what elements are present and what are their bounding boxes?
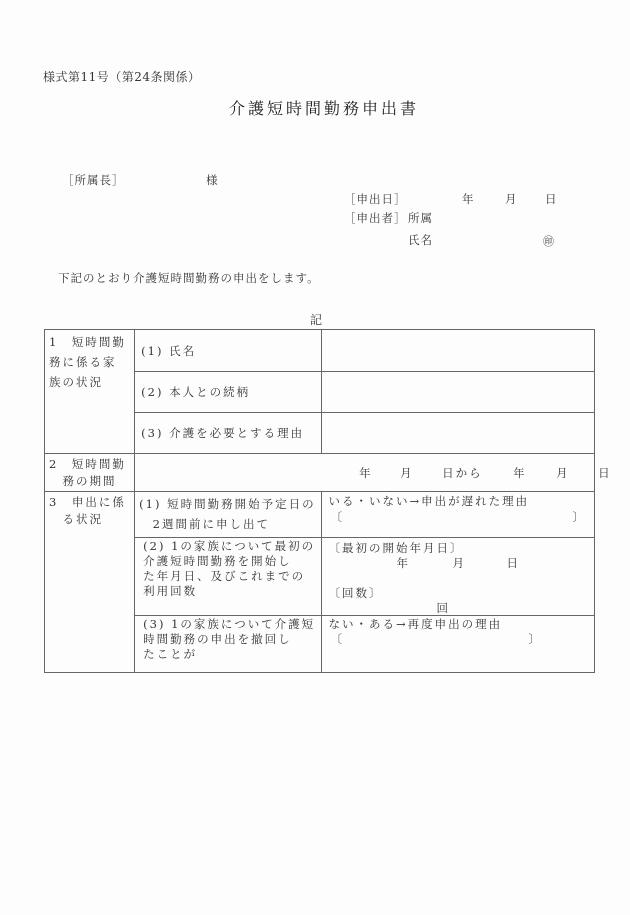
bracket-close: 〕	[572, 510, 586, 524]
ki-heading: 記	[310, 313, 323, 327]
label-line: 時間勤務の申出を撤回し	[143, 632, 292, 646]
withdrawal-label	[135, 616, 322, 673]
answer-choice[interactable]: いる・いない→申出が遅れた理由	[328, 494, 530, 508]
family-name-label	[135, 330, 322, 372]
period-year1: 年	[359, 466, 373, 480]
heading-line: る状況	[49, 512, 103, 526]
date-month: 月	[505, 192, 518, 206]
count-unit: 回	[436, 601, 450, 615]
heading-line: 族の状況	[49, 375, 103, 389]
row-label: (3) 介護を必要とする理由	[141, 426, 305, 440]
start-date-label: 〔最初の開始年月日〕	[328, 541, 464, 555]
label-line: (1) 短時間勤務開始予定日の	[139, 497, 316, 511]
date-label: ［申出日］	[344, 192, 407, 206]
section3-heading	[45, 492, 135, 673]
bracket-close: 〕	[528, 632, 542, 646]
care-reason-label	[135, 413, 322, 454]
label-line: (3) 1の家族について介護短	[143, 617, 316, 631]
heading-line: 務の期間	[49, 474, 117, 488]
first-use-label	[135, 538, 322, 616]
heading-line: 3 申出に係	[49, 495, 126, 509]
intro-text: 下記のとおり介護短時間勤務の申出をします。	[58, 271, 320, 285]
bracket-open: 〔	[330, 632, 344, 646]
heading-line: 2 短時間勤	[49, 457, 126, 471]
care-reason-field[interactable]	[322, 413, 595, 454]
period-day2: 日	[598, 466, 612, 480]
period-field[interactable]	[135, 454, 612, 492]
advance-notice-label	[135, 492, 322, 538]
date-day: 日	[545, 192, 558, 206]
start-year: 年	[396, 556, 410, 570]
row-label: (1) 氏名	[141, 343, 197, 358]
date-year: 年	[462, 192, 475, 206]
section2-heading	[45, 454, 135, 492]
name-label: 氏名	[408, 233, 433, 247]
heading-line: 1 短時間勤	[49, 335, 126, 349]
relationship-label	[135, 372, 322, 413]
row-label: (2) 本人との続柄	[141, 385, 251, 399]
period-month2: 月	[556, 466, 570, 480]
count-label: 〔回数〕	[328, 586, 383, 600]
first-use-field[interactable]	[322, 538, 595, 616]
bracket-open: 〔	[330, 510, 344, 524]
answer-choice[interactable]: ない・ある→再度申出の理由	[328, 617, 503, 631]
label-line: (2) 1の家族について最初の	[143, 539, 316, 553]
advance-notice-field[interactable]	[322, 492, 595, 538]
withdrawal-field[interactable]	[322, 616, 595, 673]
label-line: 介護短時間勤務を開始し	[143, 554, 292, 568]
document-title: 介護短時間勤務申出書	[229, 99, 420, 118]
label-line: たことが	[143, 647, 198, 661]
family-name-field[interactable]	[322, 330, 595, 372]
section1-heading	[45, 330, 135, 454]
relationship-field[interactable]	[322, 372, 595, 413]
affiliation-label: 所属	[408, 211, 433, 225]
application-table	[44, 329, 612, 673]
heading-line: 務に係る家	[49, 355, 117, 369]
applicant-label: ［申出者］	[344, 211, 407, 225]
seal-mark: ㊞	[543, 235, 554, 248]
period-year2: 年	[513, 466, 527, 480]
period-day1-from: 日から	[442, 466, 483, 480]
start-day: 日	[506, 556, 520, 570]
label-line: 利用回数	[143, 584, 198, 598]
addressee-label: ［所属長］	[62, 173, 125, 187]
addressee-honorific: 様	[206, 173, 219, 187]
label-line: 2週間前に申し出て	[139, 517, 270, 531]
period-month1: 月	[400, 466, 414, 480]
label-line: た年月日、及びこれまでの	[143, 569, 306, 583]
start-month: 月	[452, 556, 466, 570]
form-number: 様式第11号（第24条関係）	[43, 70, 201, 84]
